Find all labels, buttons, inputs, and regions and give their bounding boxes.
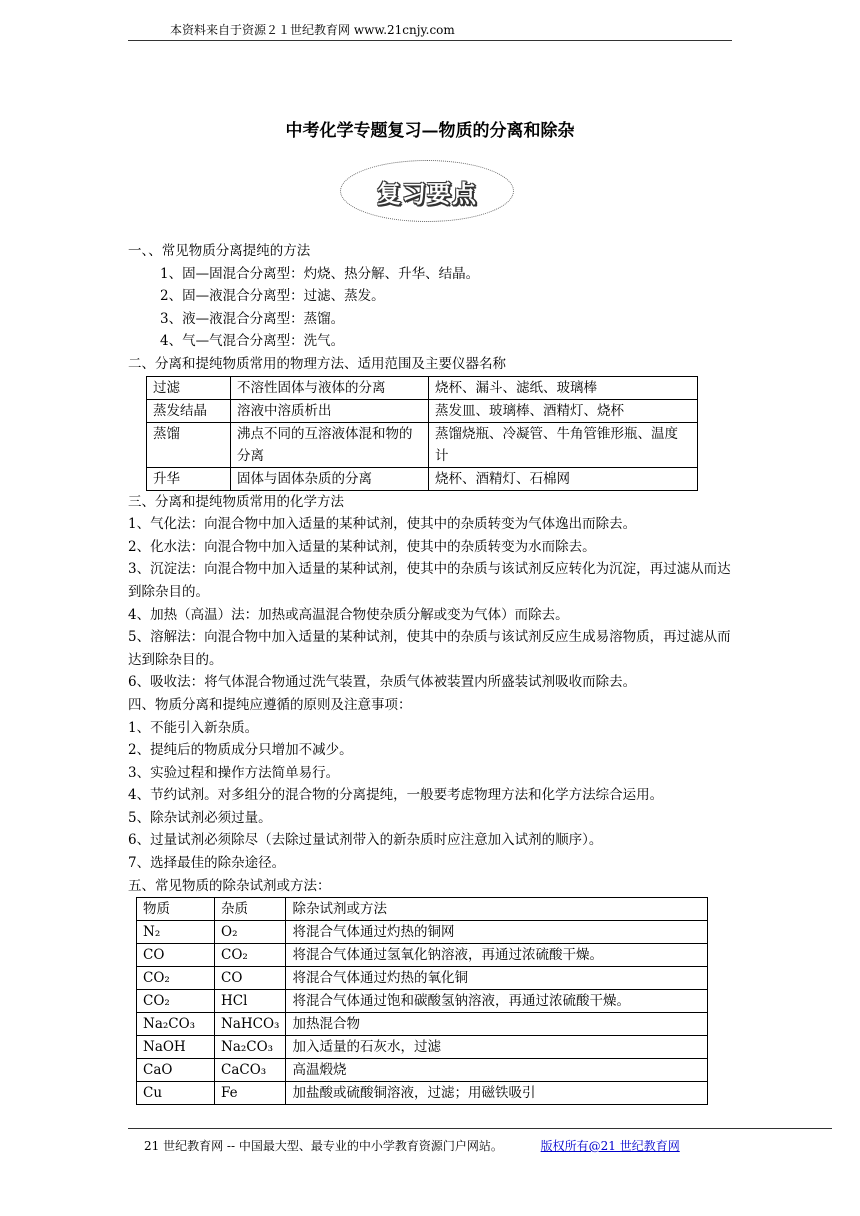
table-cell: 升华: [147, 467, 231, 490]
physical-methods-table: [146, 376, 698, 491]
table-cell: CO₂: [137, 967, 215, 990]
section4-item: 2、提纯后的物质成分只增加不减少。: [128, 742, 353, 759]
table-cell: Fe: [215, 1082, 286, 1105]
table-cell: 高温煅烧: [286, 1059, 708, 1082]
section5-heading: 五、常见物质的除杂试剂或方法：: [128, 877, 331, 894]
table-cell: 蒸馏: [147, 422, 231, 467]
table-cell: CO₂: [215, 944, 286, 967]
section4-item: 7、选择最佳的除杂途径。: [128, 855, 286, 872]
page-footer: [128, 1128, 832, 1154]
table-cell: 固体与固体杂质的分离: [231, 467, 429, 490]
section4-item: 4、节约试剂。对多组分的混合物的分离提纯，一般要考虑物理方法和化学方法综合运用。: [128, 787, 664, 804]
table-cell: HCl: [215, 990, 286, 1013]
table-cell: Na₂CO₃: [137, 1013, 215, 1036]
section2-heading: 二、分离和提纯物质常用的物理方法、适用范围及主要仪器名称: [128, 355, 506, 372]
table-row: [137, 944, 708, 967]
section4-item: 6、过量试剂必须除尽（去除过量试剂带入的新杂质时应注意加入试剂的顺序）。: [128, 832, 603, 849]
table-cell: 不溶性固体与液体的分离: [231, 376, 429, 399]
section3-item: 4、加热（高温）法：加热或高温混合物使杂质分解或变为气体）而除去。: [128, 606, 569, 623]
table-cell: 蒸发皿、玻璃棒、酒精灯、烧杯: [429, 399, 698, 422]
table-row: [137, 1013, 708, 1036]
table-row: [137, 921, 708, 944]
page-header: [128, 22, 732, 41]
table-header-row: [137, 898, 708, 921]
table-header-cell: 除杂试剂或方法: [286, 898, 708, 921]
table-cell: 加热混合物: [286, 1013, 708, 1036]
section3-item: 3、沉淀法：向混合物中加入适量的某种试剂，使其中的杂质与该试剂反应转化为沉淀，再过滤从而达到除杂目的。: [128, 561, 731, 600]
section4-item: 3、实验过程和操作方法简单易行。: [128, 764, 340, 781]
section4-item: 5、除杂试剂必须过量。: [128, 809, 272, 826]
section1-item: 1、固—固混合分离型：灼烧、热分解、升华、结晶。: [160, 265, 480, 282]
table-row: [137, 967, 708, 990]
table-cell: 将混合气体通过灼热的氧化铜: [286, 967, 708, 990]
section4-item: 1、不能引入新杂质。: [128, 719, 259, 736]
table-row: [137, 990, 708, 1013]
table-cell: 加盐酸或硫酸铜溶液，过滤；用磁铁吸引: [286, 1082, 708, 1105]
table-cell: CO: [137, 944, 215, 967]
table-row: [147, 399, 698, 422]
table-cell: 将混合气体通过饱和碳酸氢钠溶液，再通过浓硫酸干燥。: [286, 990, 708, 1013]
table-cell: CaO: [137, 1059, 215, 1082]
section3-item: 5、溶解法：向混合物中加入适量的某种试剂，使其中的杂质与该试剂反应生成易溶物质，再过滤从而达到除杂目的。: [128, 629, 731, 668]
section1-item: 3、液—液混合分离型：蒸馏。: [160, 310, 345, 327]
table-row: [137, 1036, 708, 1059]
section1-item: 2、固—液混合分离型：过滤、蒸发。: [160, 288, 385, 305]
section1-item: 4、气—气混合分离型：洗气。: [160, 333, 345, 350]
table-cell: CO: [215, 967, 286, 990]
impurity-removal-table: [136, 897, 708, 1105]
section3-item: 2、化水法：向混合物中加入适量的某种试剂，使其中的杂质转变为水而除去。: [128, 538, 596, 555]
table-cell: 加入适量的石灰水，过滤: [286, 1036, 708, 1059]
table-cell: Na₂CO₃: [215, 1036, 286, 1059]
section4-heading: 四、物质分离和提纯应遵循的原则及注意事项：: [128, 696, 412, 713]
table-header-cell: 物质: [137, 898, 215, 921]
table-cell: 烧杯、酒精灯、石棉网: [429, 467, 698, 490]
table-cell: 将混合气体通过灼热的铜网: [286, 921, 708, 944]
copyright-link[interactable]: 版权所有@21 世纪教育网: [540, 1139, 680, 1153]
table-cell: Cu: [137, 1082, 215, 1105]
section1-heading: 一、、常见物质分离提纯的方法: [128, 243, 311, 259]
table-cell: 沸点不同的互溶液体混和物的分离: [231, 422, 429, 467]
table-cell: NaOH: [137, 1036, 215, 1059]
header-text: 本资料来自于资源２１世纪教育网 www.21cnjy.com: [170, 23, 455, 37]
table-cell: 过滤: [147, 376, 231, 399]
table-cell: 蒸发结晶: [147, 399, 231, 422]
main-content: [128, 240, 732, 1105]
section3-item: 6、吸收法：将气体混合物通过洗气装置，杂质气体被装置内所盛装试剂吸收而除去。: [128, 674, 637, 691]
table-row: [137, 1082, 708, 1105]
review-badge: [340, 160, 514, 222]
table-cell: NaHCO₃: [215, 1013, 286, 1036]
table-cell: 将混合气体通过氢氧化钠溶液，再通过浓硫酸干燥。: [286, 944, 708, 967]
footer-text: 21 世纪教育网 -- 中国最大型、最专业的中小学教育资源门户网站。: [144, 1139, 503, 1153]
table-cell: CO₂: [137, 990, 215, 1013]
badge-text: 复习要点: [377, 180, 477, 208]
section3-heading: 三、分离和提纯物质常用的化学方法: [128, 493, 344, 510]
table-cell: O₂: [215, 921, 286, 944]
table-row: [137, 1059, 708, 1082]
table-cell: 烧杯、漏斗、滤纸、玻璃棒: [429, 376, 698, 399]
table-row: [147, 467, 698, 490]
page-title: 中考化学专题复习—物质的分离和除杂: [285, 121, 575, 141]
table-cell: 溶液中溶质析出: [231, 399, 429, 422]
section3-item: 1、气化法：向混合物中加入适量的某种试剂，使其中的杂质转变为气体逸出而除去。: [128, 516, 637, 533]
table-row: [147, 376, 698, 399]
table-header-cell: 杂质: [215, 898, 286, 921]
table-row: [147, 422, 698, 467]
table-cell: N₂: [137, 921, 215, 944]
table-cell: 蒸馏烧瓶、冷凝管、牛角管锥形瓶、温度计: [429, 422, 698, 467]
table-cell: CaCO₃: [215, 1059, 286, 1082]
